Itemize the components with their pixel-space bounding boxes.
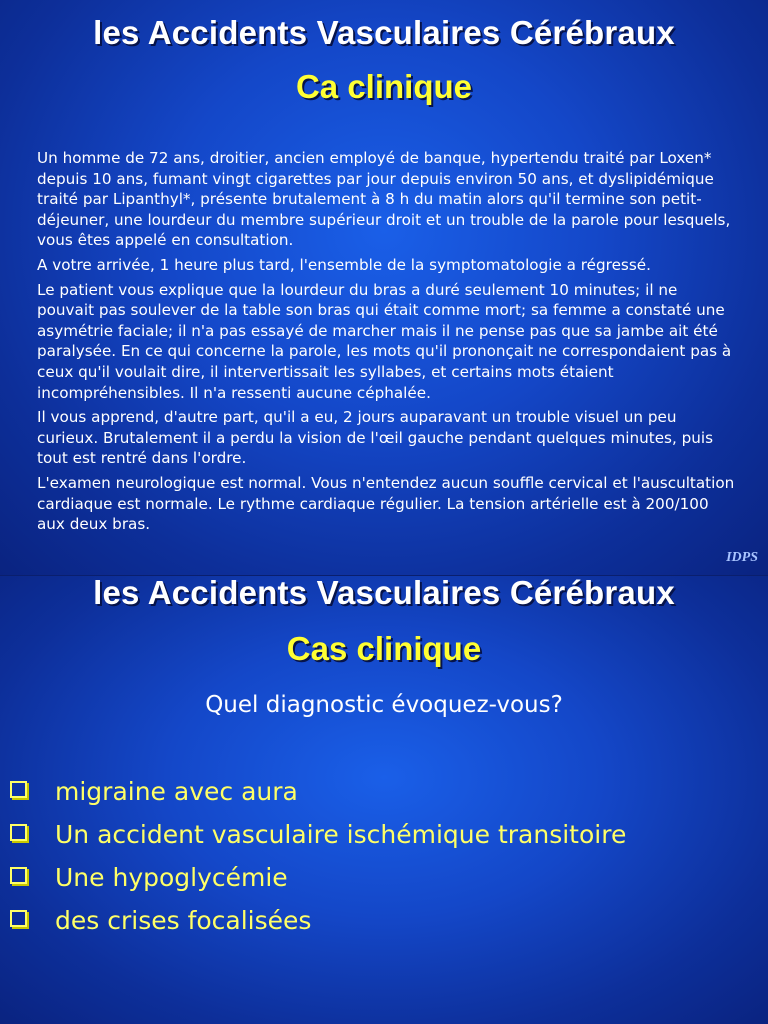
answer-option[interactable]: [10, 856, 750, 899]
answer-option[interactable]: [10, 813, 750, 856]
answer-option-label: migraine avec aura: [55, 777, 298, 806]
checkbox-icon: [10, 824, 27, 841]
checkbox-icon: [10, 910, 27, 927]
answer-options-list: [10, 770, 750, 942]
slide-2-subtitle: Cas clinique: [286, 630, 482, 667]
answer-option[interactable]: [10, 899, 750, 942]
case-paragraph: Le patient vous explique que la lourdeur du bras a duré seulement 10 minutes; il ne pouvait pas soulever de la table son bras qui était comme mort; sa femme a constaté une asymétrie faciale; il n'a pas essayé de marcher mais il ne pense pas que sa jambe ait été paralysée. En ce qui concerne la parole, les mots qu'il prononçait ne correspondaient pas à ceux qu'il voulait dire, il intervertissait les syllabes, et certains mots étaient incompréhensibles. Il n'a ressenti aucune céphalée.: [37, 280, 732, 402]
idps-watermark: IDPS: [726, 550, 758, 565]
answer-option-label: des crises focalisées: [55, 906, 312, 935]
checkbox-icon: [10, 867, 27, 884]
answer-option[interactable]: [10, 770, 750, 813]
case-description: [37, 148, 737, 539]
answer-option-label: Une hypoglycémie: [55, 863, 288, 892]
case-paragraph: A votre arrivée, 1 heure plus tard, l'ensemble de la symptomatologie a régressé.: [37, 255, 651, 274]
case-paragraph: Un homme de 72 ans, droitier, ancien employé de banque, hypertendu traité par Loxen* depuis 10 ans, fumant vingt cigarettes par jour depuis environ 50 ans, et dyslipidémique traité par Lipanthyl*, présente brutalement à 8 h du matin alors qu'il termine son petit-déjeuner, une lourdeur du membre supérieur droit et un trouble de la parole pour lesquels, vous êtes appelé en consultation.: [37, 149, 731, 250]
slide-1-subtitle: Ca clinique: [295, 68, 473, 105]
slide-2-title: les Accidents Vasculaires Cérébraux: [93, 574, 675, 611]
answer-option-label: Un accident vasculaire ischémique transitoire: [55, 820, 627, 849]
slide-1-title: les Accidents Vasculaires Cérébraux: [93, 14, 675, 51]
case-paragraph: L'examen neurologique est normal. Vous n'entendez aucun souffle cervical et l'auscultation cardiaque est normale. Le rythme cardiaque régulier. La tension artérielle est à 200/100 aux deux bras.: [37, 473, 735, 534]
question-text: Quel diagnostic évoquez-vous?: [205, 692, 563, 718]
case-paragraph: Il vous apprend, d'autre part, qu'il a eu, 2 jours auparavant un trouble visuel un peu curieux. Brutalement il a perdu la vision de l'œil gauche pendant quelques minutes, puis tout est rentré dans l'ordre.: [37, 408, 714, 468]
checkbox-icon: [10, 781, 27, 798]
